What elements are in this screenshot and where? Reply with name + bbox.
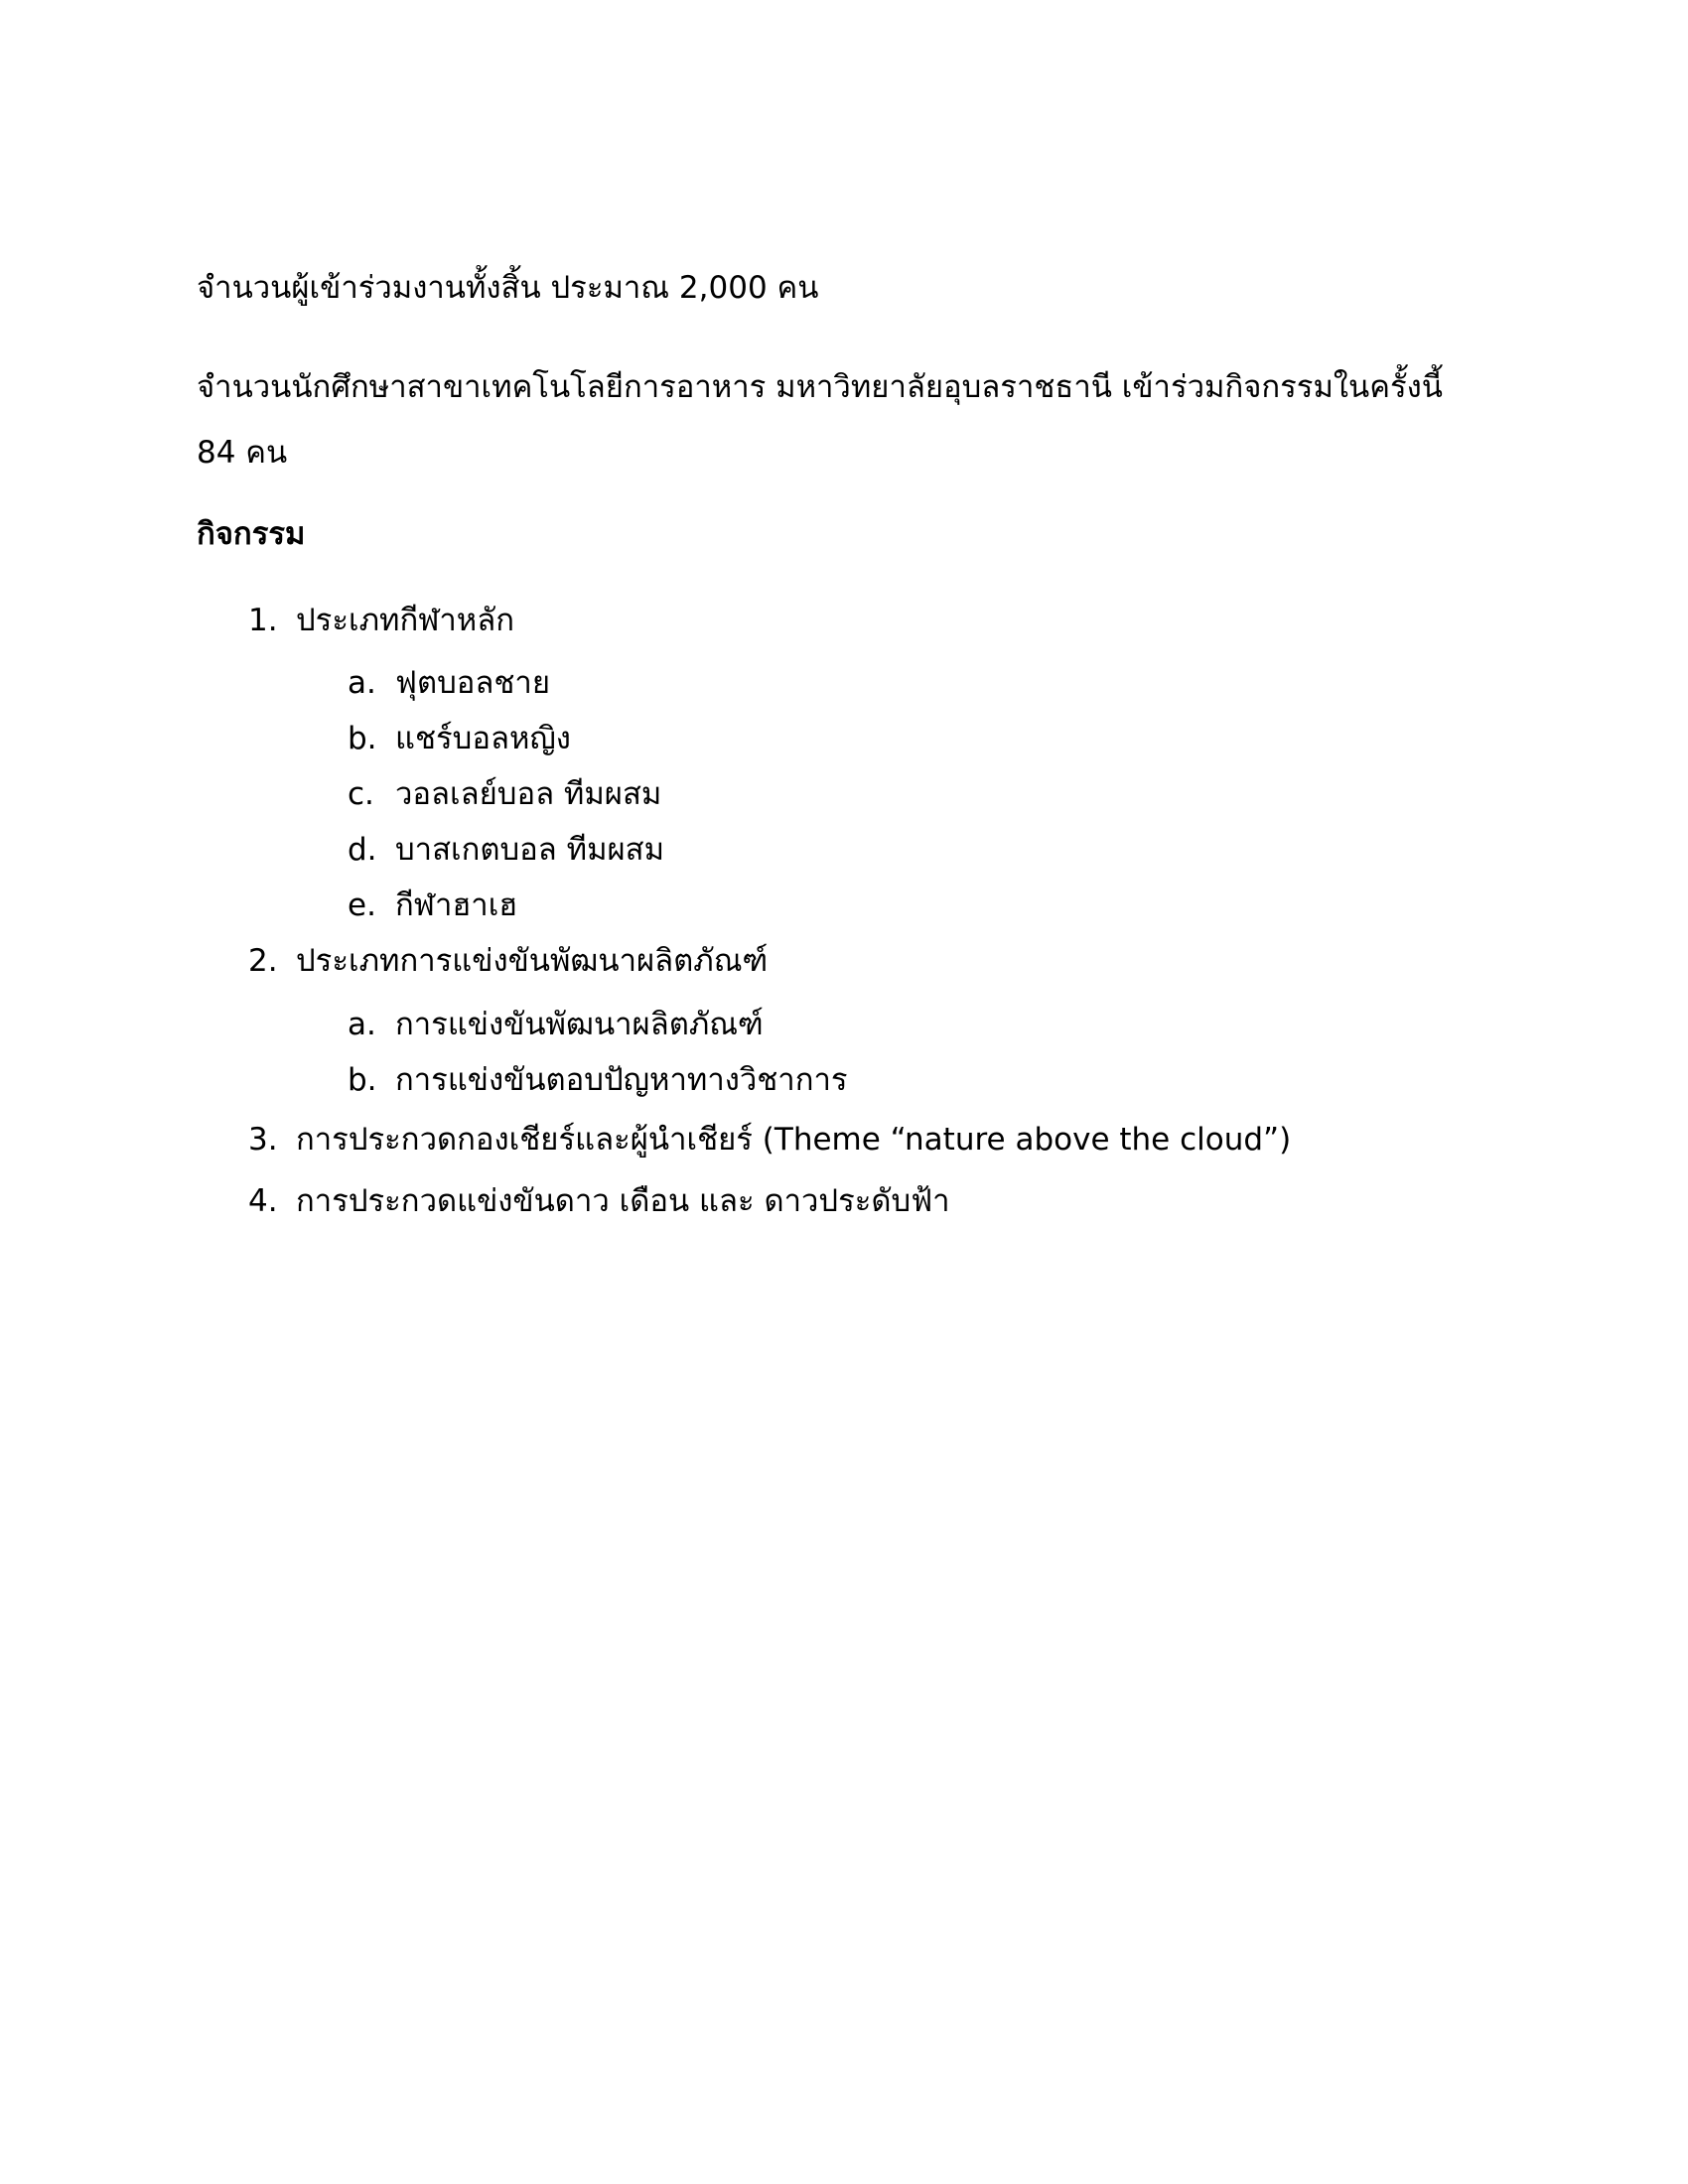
- sub-list-item: [348, 886, 517, 925]
- sub-list-item: [348, 830, 664, 870]
- sub-list-item-text: บาสเกตบอล ทีมผสม: [395, 832, 665, 868]
- sub-list-item-text: กีฬาฮาเฮ: [395, 887, 518, 923]
- sub-list-marker: a.: [348, 1007, 376, 1042]
- sub-list-item-text: การแข่งขันพัฒนาผลิตภัณฑ์: [395, 1007, 764, 1042]
- sub-list-item-text: การแข่งขันตอบปัญหาทางวิชาการ: [395, 1062, 848, 1098]
- list-item-text: ประเภทกีฬาหลัก: [296, 603, 515, 638]
- sub-list-item-text: ฟุตบอลชาย: [395, 665, 550, 701]
- attendance-paragraph: จำนวนผู้เข้าร่วมงานทั้งสิ้น ประมาณ 2,000 คน: [197, 270, 819, 306]
- list-marker: 3.: [248, 1122, 278, 1158]
- list-item-text: การประกวดแข่งขันดาว เดือน และ ดาวประดับฟ้า: [296, 1183, 950, 1219]
- list-marker: 4.: [248, 1183, 278, 1219]
- list-marker: 2.: [248, 943, 278, 979]
- list-item-text: ประเภทการแข่งขันพัฒนาผลิตภัณฑ์: [296, 943, 769, 979]
- list-item: [248, 601, 514, 640]
- sub-list-marker: b.: [348, 1062, 377, 1098]
- activities-heading: กิจกรรม: [197, 516, 306, 552]
- list-item: [248, 1120, 1291, 1160]
- sub-list-marker: e.: [348, 887, 376, 923]
- sub-list-item-text: วอลเลย์บอล ทีมผสม: [395, 776, 662, 812]
- sub-list-item: [348, 663, 550, 703]
- sub-list-item-text: แชร์บอลหญิง: [395, 721, 571, 756]
- sub-list-marker: a.: [348, 665, 376, 701]
- list-item: [248, 941, 768, 981]
- students-paragraph: จำนวนนักศึกษาสาขาเทคโนโลยีการอาหาร มหาวิทยาลัยอุบลราชธานี เข้าร่วมกิจกรรมในครั้งนี้ 84 คน: [197, 369, 1443, 471]
- sub-list-marker: c.: [348, 776, 374, 812]
- list-item-text: การประกวดกองเชียร์และผู้นำเชียร์ (Theme “nature above the cloud”): [296, 1122, 1292, 1158]
- sub-list-item: [348, 1060, 848, 1100]
- list-marker: 1.: [248, 603, 278, 638]
- sub-list-marker: b.: [348, 721, 377, 756]
- sub-list-item: [348, 719, 571, 758]
- sub-list-item: [348, 1005, 764, 1044]
- list-item: [248, 1181, 950, 1221]
- sub-list-marker: d.: [348, 832, 377, 868]
- sub-list-item: [348, 774, 661, 814]
